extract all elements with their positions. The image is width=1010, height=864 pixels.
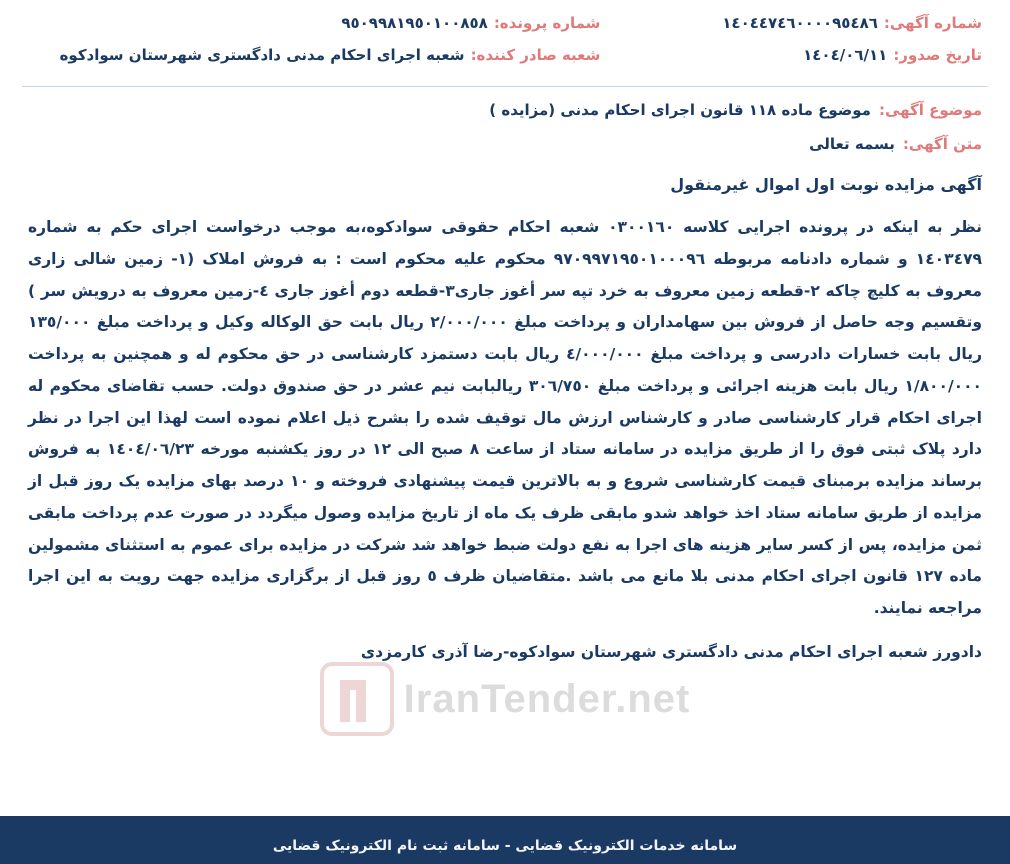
document-body: [0, 169, 1010, 864]
issue-date-field: [600, 46, 982, 64]
issuing-branch-field: [28, 46, 600, 64]
signature-line: دادورز شعبه اجرای احکام مدنی دادگستری شهرستان سوادکوه-رضا آذری کارمزدی: [360, 642, 982, 661]
case-number-value: ٩٥٠٩٩٨١٩٥٠١٠٠٨٥٨: [341, 14, 488, 32]
issuing-branch-label: شعبه صادر کننده:: [470, 46, 601, 64]
issue-date-value: ١٤٠٤/٠٦/١١: [803, 46, 888, 64]
auction-paragraph: نظر به اینکه در پرونده اجرایی کلاسه ٠٣٠٠١٦٠ شعبه احکام حقوقی سوادکوه،به موجب درخواست اجرای حکم به شماره ١٤٠٣٤٧٩ و شماره دادنامه مربوطه ٩٧٠٩٩٧١٩٥٠١٠٠٠٩٦ محکوم علیه محکوم است : به فروش املاک (١- زمین شالی زاری معروف به کلیچ چاکه ٢-قطعه زمین معروف به خرد تپه سر أغوز جاری٣-قطعه دوم أغوز جاری ٤-زمین معروف به درویش سر ) وتقسیم وجه حاصل از فروش بین سهامداران و پرداخت مبلغ ٢/٠٠٠/٠٠٠ ریال بابت حق الوکاله وکیل و پرداخت مبلغ ١٣٥/٠٠٠ ریال بابت خسارات دادرسی و پرداخت مبلغ ٤/٠٠٠/٠٠٠ ریال بابت دستمزد کارشناسی در حق محکوم له و همچنین به پرداخت ١/٨٠٠/٠٠٠ ریال بابت هزینه اجرائی و پرداخت مبلغ ٣٠٦/٧٥٠ ریالبابت نیم عشر در حق صندوق دولت. حسب تقاضای محکوم له اجرای احکام قرار کارشناسی صادر و کارشناس ارزش مال توقیف شده را بشرح ذیل اعلام نموده است لهذا این اجرا در نظر دارد پلاک ثبتی فوق را از طریق مزایده در سامانه ستاد از ساعت ٨ صبح الی ١٢ در روز یکشنبه مورخه ١٤٠٤/٠٦/٢٣ به فروش برساند مزایده برمبنای قیمت کارشناسی شروع و به بالاترین قیمت پیشنهادی فروخته و ١٠ درصد بهای مزایده یک روز قبل از مزایده از طریق سامانه ستاد اخذ خواهد شدو مابقی ظرف یک ماه از تاریخ مزایده وصول میگردد در صورت عدم پرداخت مابقی ثمن مزایده، پس از کسر سایر هزینه های اجرا به نفع دولت ضبط خواهد شد شرکت در مزایده برای عموم به استثنای مشمولین ماده ١٢٧ قانون اجرای احکام مدنی بلا مانع می باشد .متقاضیان ظرف ٥ روز قبل از برگزاری مزایده جهت رویت به این اجرا مراجعه نمایند.: [28, 218, 983, 618]
text-value: بسمه تعالی: [809, 135, 895, 153]
document-subject: [0, 87, 1010, 169]
case-number-field: [28, 14, 600, 32]
text-label: متن آگهی:: [902, 135, 982, 153]
watermark-inner: [320, 662, 691, 736]
footer-text: سامانه خدمات الکترونیک قضایی - سامانه ثبت نام الکترونیک قضایی: [272, 838, 738, 854]
subject-row: [28, 101, 982, 119]
auction-headline: آگهی مزایده نوبت اول اموال غیرمنقول: [670, 175, 982, 194]
issuing-branch-value: شعبه اجرای احکام مدنی دادگستری شهرستان سوادکوه: [59, 46, 465, 64]
document-header: [0, 0, 1010, 84]
ad-number-field: [600, 14, 982, 32]
header-row-2: [28, 46, 982, 64]
subject-label: موضوع آگهی:: [878, 101, 982, 119]
watermark-text: IranTender.net: [403, 676, 691, 721]
subject-value: موضوع ماده ١١٨ قانون اجرای احکام مدنی (مزایده ): [489, 101, 871, 119]
ad-number-label: شماره آگهی:: [883, 14, 982, 32]
document-footer: [0, 816, 1010, 864]
header-row-1: [28, 14, 982, 32]
ad-number-value: ١٤٠٤٤٧٤٦٠٠٠٠٩٥٤٨٦: [722, 14, 878, 32]
text-row: [28, 135, 982, 153]
watermark-logo-icon: [320, 662, 394, 736]
case-number-label: شماره پرونده:: [493, 14, 601, 32]
issue-date-label: تاریخ صدور:: [893, 46, 982, 64]
